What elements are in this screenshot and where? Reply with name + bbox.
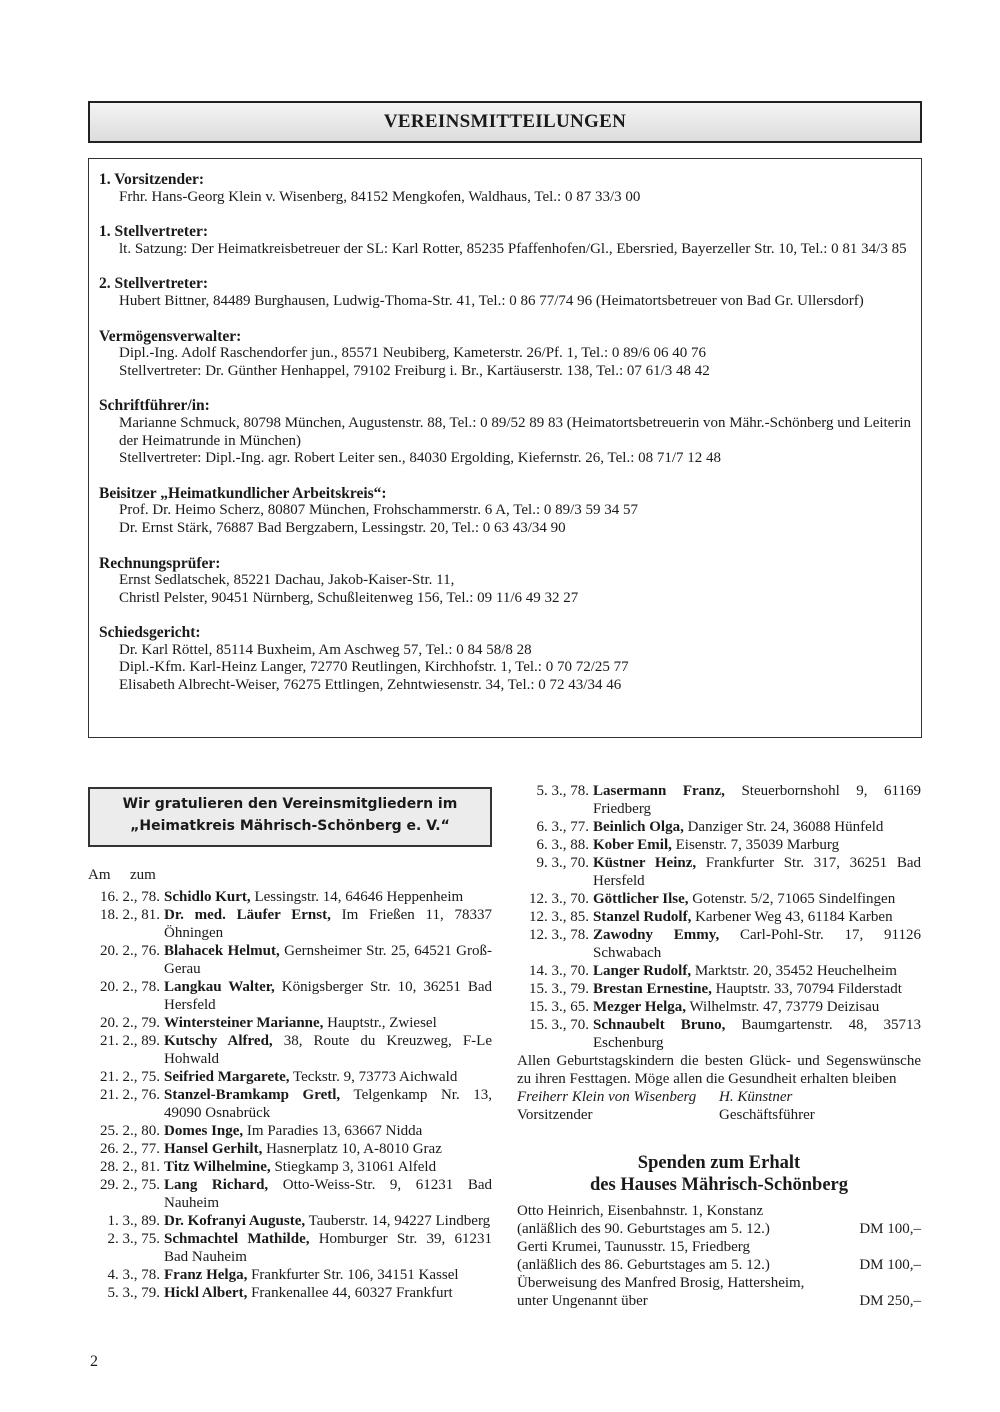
entry-address: Frankfurter Str. 317, 36251 Bad Hersfeld bbox=[593, 855, 921, 889]
section-heading: Schriftführer/in: bbox=[99, 397, 210, 415]
donation-amount: DM 100,– bbox=[859, 1257, 921, 1273]
entry-name: Zawodny Emmy, bbox=[593, 927, 720, 943]
donation-row bbox=[517, 1238, 921, 1256]
birthday-entry bbox=[88, 978, 492, 1014]
entry-date: 1. 3., 89. bbox=[107, 1213, 160, 1229]
board-section bbox=[99, 555, 911, 608]
birthday-entry bbox=[88, 1176, 492, 1212]
birthday-entry bbox=[88, 1140, 492, 1158]
entry-address: Gotenstr. 5/2, 71065 Sindelfingen bbox=[688, 891, 896, 907]
col-zum: zum bbox=[130, 867, 156, 883]
birthday-entry bbox=[517, 782, 921, 818]
page-header-box bbox=[88, 101, 922, 143]
donation-row bbox=[517, 1256, 921, 1274]
birthday-entry bbox=[88, 1158, 492, 1176]
entry-name: Göttlicher Ilse, bbox=[593, 891, 689, 907]
entry-address: Stiegkamp 3, 31061 Alfeld bbox=[270, 1159, 437, 1175]
col-am: Am bbox=[88, 867, 111, 883]
entry-text bbox=[593, 962, 921, 980]
birthday-entry bbox=[517, 1016, 921, 1052]
entry-name: Schnaubelt Bruno, bbox=[593, 1017, 726, 1033]
entry-text bbox=[164, 1068, 492, 1086]
entry-text bbox=[164, 1140, 492, 1158]
birthday-entry bbox=[517, 908, 921, 926]
entry-name: Dr. med. Läufer Ernst, bbox=[164, 907, 331, 923]
donation-row bbox=[517, 1274, 921, 1292]
entry-date: 21. 2., 89. bbox=[100, 1033, 160, 1049]
entry-address: Gernsheimer Str. 25, 64521 Groß-Gerau bbox=[164, 943, 493, 977]
closing-text: Allen Geburtstagskindern die besten Glück- und Segenswünsche zu ihren Festtagen. Möge allen die Gesundheit erhalten bleiben bbox=[517, 1053, 921, 1087]
entry-address: Eisenstr. 7, 35039 Marburg bbox=[671, 837, 840, 853]
entry-address: Baumgartenstr. 48, 35713 Eschenburg bbox=[593, 1017, 921, 1051]
entry-address: Tauberstr. 14, 94227 Lindberg bbox=[305, 1213, 491, 1229]
donations-title-line1: Spenden zum Erhalt bbox=[637, 1153, 801, 1173]
entry-text bbox=[164, 1086, 492, 1122]
entry-date: 20. 2., 78. bbox=[100, 979, 160, 995]
section-heading: 2. Stellvertreter: bbox=[99, 275, 209, 293]
entry-address: Teckstr. 9, 73773 Aichwald bbox=[289, 1069, 458, 1085]
birthday-entry bbox=[88, 1032, 492, 1068]
section-line: Ernst Sedlatschek, 85221 Dachau, Jakob-Kaiser-Str. 11, bbox=[119, 572, 455, 589]
entry-address: Karbener Weg 43, 61184 Karben bbox=[691, 909, 893, 925]
entry-date: 18. 2., 81. bbox=[100, 907, 160, 923]
page-number: 2 bbox=[90, 1353, 98, 1370]
signature-role-2: Geschäftsführer bbox=[719, 1107, 815, 1123]
entry-text bbox=[593, 836, 921, 854]
entry-text bbox=[164, 906, 492, 942]
entry-name: Hickl Albert, bbox=[164, 1285, 248, 1301]
list-header bbox=[88, 866, 492, 884]
entry-address: Hauptstr. 33, 70794 Filderstadt bbox=[711, 981, 902, 997]
section-line: Stellvertreter: Dipl.-Ing. agr. Robert Leiter sen., 84030 Ergolding, Kiefernstr. 26, Tel.: 08 71/7 12 48 bbox=[119, 450, 722, 467]
entry-address: Frankenallee 44, 60327 Frankfurt bbox=[247, 1285, 453, 1301]
birthday-entry bbox=[88, 1068, 492, 1086]
section-line: Marianne Schmuck, 80798 München, Augustenstr. 88, Tel.: 0 89/52 89 83 (Heimatortsbetreuerin von Mähr.-Schönberg und Leiterin der Heimatrunde in München) bbox=[119, 414, 912, 449]
birthday-entry bbox=[517, 980, 921, 998]
entry-text bbox=[164, 978, 492, 1014]
entry-date: 29. 2., 75. bbox=[100, 1177, 160, 1193]
entry-name: Lasermann Franz, bbox=[593, 783, 725, 799]
entry-name: Kutschy Alfred, bbox=[164, 1033, 273, 1049]
entry-address: Danziger Str. 24, 36088 Hünfeld bbox=[683, 819, 884, 835]
donation-row bbox=[517, 1292, 921, 1310]
entry-address: Hasnerplatz 10, A-8010 Graz bbox=[262, 1141, 442, 1157]
page-title: VEREINSMITTEILUNGEN bbox=[383, 111, 627, 132]
entry-address: Im Paradies 13, 63667 Nidda bbox=[243, 1123, 423, 1139]
entry-name: Stanzel-Bramkamp Gretl, bbox=[164, 1087, 341, 1103]
entry-text bbox=[593, 890, 921, 908]
congrats-title-line2: „Heimatkreis Mährisch-Schönberg e. V.“ bbox=[130, 818, 450, 834]
entry-name: Beinlich Olga, bbox=[593, 819, 684, 835]
donations-title bbox=[517, 1152, 921, 1196]
birthday-entry bbox=[88, 1212, 492, 1230]
section-heading: Schiedsgericht: bbox=[99, 624, 201, 642]
entry-name: Langer Rudolf, bbox=[593, 963, 692, 979]
entry-date: 2. 3., 75. bbox=[107, 1231, 160, 1247]
signatures bbox=[517, 1088, 921, 1124]
board-section bbox=[99, 223, 911, 258]
entry-address: Otto-Weiss-Str. 9, 61231 Bad Nauheim bbox=[164, 1177, 492, 1211]
birthday-entry bbox=[517, 998, 921, 1016]
birthday-entry bbox=[88, 1014, 492, 1032]
entry-text bbox=[164, 1230, 492, 1266]
entry-text bbox=[593, 908, 921, 926]
entry-date: 15. 3., 70. bbox=[529, 1017, 589, 1033]
entry-text bbox=[593, 1016, 921, 1052]
entry-address: Marktstr. 20, 35452 Heuchelheim bbox=[691, 963, 897, 979]
entry-text bbox=[164, 1122, 492, 1140]
entry-text bbox=[593, 818, 921, 836]
section-line: Dipl.-Kfm. Karl-Heinz Langer, 72770 Reutlingen, Kirchhofstr. 1, Tel.: 0 70 72/25 77 bbox=[119, 659, 629, 676]
birthday-entry bbox=[517, 890, 921, 908]
entry-date: 12. 3., 70. bbox=[529, 891, 589, 907]
section-line: Dipl.-Ing. Adolf Raschendorfer jun., 85571 Neubiberg, Kameterstr. 26/Pf. 1, Tel.: 0 89/6 06 40 76 bbox=[119, 345, 707, 362]
birthday-list-right bbox=[517, 782, 921, 1310]
entry-name: Hansel Gerhilt, bbox=[164, 1141, 263, 1157]
entry-name: Lang Richard, bbox=[164, 1177, 269, 1193]
entry-text bbox=[164, 1176, 492, 1212]
section-line: Dr. Ernst Stärk, 76887 Bad Bergzabern, Lessingstr. 20, Tel.: 0 63 43/34 90 bbox=[119, 519, 566, 536]
section-heading: 1. Stellvertreter: bbox=[99, 223, 209, 241]
donation-text: (anläßlich des 86. Geburtstages am 5. 12.) bbox=[517, 1257, 770, 1273]
entry-address: Frankfurter Str. 106, 34151 Kassel bbox=[247, 1267, 459, 1283]
entry-date: 5. 3., 79. bbox=[107, 1285, 160, 1301]
entry-date: 16. 2., 78. bbox=[100, 889, 160, 905]
entry-date: 5. 3., 78. bbox=[536, 783, 589, 799]
entry-text bbox=[593, 782, 921, 818]
entry-address: Carl-Pohl-Str. 17, 91126 Schwabach bbox=[593, 927, 921, 961]
board-section bbox=[99, 624, 911, 694]
entry-text bbox=[164, 1158, 492, 1176]
entry-date: 20. 2., 76. bbox=[100, 943, 160, 959]
entry-address: Telgenkamp Nr. 13, 49090 Osnabrück bbox=[164, 1087, 493, 1121]
donations-list bbox=[517, 1202, 921, 1310]
donation-text: (anläßlich des 90. Geburtstages am 5. 12.) bbox=[517, 1221, 770, 1237]
entry-text bbox=[164, 1032, 492, 1068]
entry-text bbox=[164, 1014, 492, 1032]
entry-text bbox=[593, 926, 921, 962]
birthday-entry bbox=[88, 1284, 492, 1302]
entry-address: Hauptstr., Zwiesel bbox=[323, 1015, 437, 1031]
entry-name: Dr. Kofranyi Auguste, bbox=[164, 1213, 306, 1229]
congrats-title-line1: Wir gratulieren den Vereinsmitgliedern im bbox=[122, 796, 458, 812]
signature-name-2: H. Künstner bbox=[719, 1089, 793, 1105]
entry-name: Schmachtel Mathilde, bbox=[164, 1231, 310, 1247]
donation-row bbox=[517, 1202, 921, 1220]
entry-name: Stanzel Rudolf, bbox=[593, 909, 692, 925]
birthday-entry bbox=[88, 1266, 492, 1284]
entry-name: Blahacek Helmut, bbox=[164, 943, 280, 959]
donation-amount: DM 250,– bbox=[859, 1293, 921, 1309]
entry-text bbox=[593, 854, 921, 890]
entry-text bbox=[164, 1266, 492, 1284]
entry-name: Seifried Margarete, bbox=[164, 1069, 290, 1085]
entry-date: 26. 2., 77. bbox=[100, 1141, 160, 1157]
donation-row bbox=[517, 1220, 921, 1238]
donations-title-line2: des Hauses Mährisch-Schönberg bbox=[590, 1175, 848, 1195]
entry-date: 21. 2., 75. bbox=[100, 1069, 160, 1085]
entry-name: Wintersteiner Marianne, bbox=[164, 1015, 324, 1031]
birthday-entry bbox=[88, 1086, 492, 1122]
entry-name: Domes Inge, bbox=[164, 1123, 244, 1139]
entry-date: 9. 3., 70. bbox=[536, 855, 589, 871]
birthday-entry bbox=[517, 854, 921, 890]
entry-text bbox=[593, 998, 921, 1016]
donation-text: Otto Heinrich, Eisenbahnstr. 1, Konstanz bbox=[517, 1203, 764, 1219]
board-section bbox=[99, 171, 911, 206]
entry-date: 12. 3., 85. bbox=[529, 909, 589, 925]
birthday-entry bbox=[517, 926, 921, 962]
board-section bbox=[99, 397, 911, 467]
section-line: Christl Pelster, 90451 Nürnberg, Schußleitenweg 156, Tel.: 09 11/6 49 32 27 bbox=[119, 589, 579, 606]
entry-name: Brestan Ernestine, bbox=[593, 981, 712, 997]
signature-role-1: Vorsitzender bbox=[517, 1107, 593, 1123]
entry-name: Titz Wilhelmine, bbox=[164, 1159, 271, 1175]
entry-name: Küstner Heinz, bbox=[593, 855, 697, 871]
entry-address: Königsberger Str. 10, 36251 Bad Hersfeld bbox=[164, 979, 492, 1013]
section-heading: Rechnungsprüfer: bbox=[99, 554, 221, 572]
entry-text bbox=[164, 942, 492, 978]
section-heading: Beisitzer „Heimatkundlicher Arbeitskreis“: bbox=[99, 484, 387, 502]
section-heading: Vermögensverwalter: bbox=[99, 327, 242, 345]
section-line: lt. Satzung: Der Heimatkreisbetreuer der SL: Karl Rotter, 85235 Pfaffenhofen/Gl., Ebersried, Bayerzeller Str. 10, Tel.: 0 81 34/3 85 bbox=[119, 240, 907, 257]
entry-name: Kober Emil, bbox=[593, 837, 672, 853]
board-section bbox=[99, 275, 911, 310]
entry-name: Mezger Helga, bbox=[593, 999, 687, 1015]
board-section bbox=[99, 485, 911, 538]
congrats-heading-box bbox=[88, 787, 492, 847]
entry-date: 25. 2., 80. bbox=[100, 1123, 160, 1139]
entry-address: 38, Route du Kreuzweg, F-Le Hohwald bbox=[164, 1033, 492, 1067]
section-line: Elisabeth Albrecht-Weiser, 76275 Ettlingen, Zehntwiesenstr. 34, Tel.: 0 72 43/34 46 bbox=[119, 677, 622, 694]
section-line: Stellvertreter: Dr. Günther Henhappel, 79102 Freiburg i. Br., Kartäuserstr. 138, Tel.: 07 61/3 48 42 bbox=[119, 362, 710, 379]
birthday-list-left bbox=[88, 866, 492, 1302]
entry-text bbox=[164, 1212, 492, 1230]
section-line: Frhr. Hans-Georg Klein v. Wisenberg, 84152 Mengkofen, Waldhaus, Tel.: 0 87 33/3 00 bbox=[119, 188, 641, 205]
section-heading: 1. Vorsitzender: bbox=[99, 171, 205, 188]
donation-text: Gerti Krumei, Taunusstr. 15, Friedberg bbox=[517, 1239, 750, 1255]
entry-date: 15. 3., 65. bbox=[529, 999, 589, 1015]
entry-date: 21. 2., 76. bbox=[100, 1087, 160, 1103]
board-members-box bbox=[88, 158, 922, 738]
donation-text: Überweisung des Manfred Brosig, Hattersheim, bbox=[517, 1275, 805, 1291]
entry-date: 12. 3., 78. bbox=[529, 927, 589, 943]
entry-date: 15. 3., 79. bbox=[529, 981, 589, 997]
birthday-entry bbox=[88, 888, 492, 906]
entry-text bbox=[593, 980, 921, 998]
entry-date: 6. 3., 88. bbox=[536, 837, 589, 853]
entry-date: 6. 3., 77. bbox=[536, 819, 589, 835]
donation-amount: DM 100,– bbox=[859, 1221, 921, 1237]
board-section bbox=[99, 328, 911, 381]
birthday-entry bbox=[88, 942, 492, 978]
entry-text bbox=[164, 888, 492, 906]
entry-address: Steuerbornshohl 9, 61169 Friedberg bbox=[593, 783, 921, 817]
birthday-entry bbox=[88, 1230, 492, 1266]
birthday-entry bbox=[88, 1122, 492, 1140]
entry-address: Wilhelmstr. 47, 73779 Deizisau bbox=[686, 999, 880, 1015]
entry-address: Homburger Str. 39, 61231 Bad Nauheim bbox=[164, 1231, 492, 1265]
entry-date: 20. 2., 79. bbox=[100, 1015, 160, 1031]
entry-date: 4. 3., 78. bbox=[107, 1267, 160, 1283]
entry-name: Schidlo Kurt, bbox=[164, 889, 251, 905]
entry-text bbox=[164, 1284, 492, 1302]
section-line: Dr. Karl Röttel, 85114 Buxheim, Am Aschweg 57, Tel.: 0 84 58/8 28 bbox=[119, 641, 532, 658]
entry-name: Franz Helga, bbox=[164, 1267, 248, 1283]
entry-date: 14. 3., 70. bbox=[529, 963, 589, 979]
section-line: Hubert Bittner, 84489 Burghausen, Ludwig-Thoma-Str. 41, Tel.: 0 86 77/74 96 (Heimatortsbetreuer von Bad Gr. Ullersdorf) bbox=[119, 292, 864, 309]
entry-name: Langkau Walter, bbox=[164, 979, 275, 995]
signature-name-1: Freiherr Klein von Wisenberg bbox=[517, 1089, 697, 1105]
entry-address: Lessingstr. 14, 64646 Heppenheim bbox=[250, 889, 464, 905]
entry-address: Im Frießen 11, 78337 Öhningen bbox=[164, 907, 492, 941]
entry-date: 28. 2., 81. bbox=[100, 1159, 160, 1175]
birthday-entry bbox=[517, 962, 921, 980]
birthday-entry bbox=[517, 818, 921, 836]
birthday-entry bbox=[88, 906, 492, 942]
section-line: Prof. Dr. Heimo Scherz, 80807 München, Frohschammerstr. 6 A, Tel.: 0 89/3 59 34 57 bbox=[119, 502, 639, 519]
donation-text: unter Ungenannt über bbox=[517, 1293, 648, 1309]
birthday-entry bbox=[517, 836, 921, 854]
